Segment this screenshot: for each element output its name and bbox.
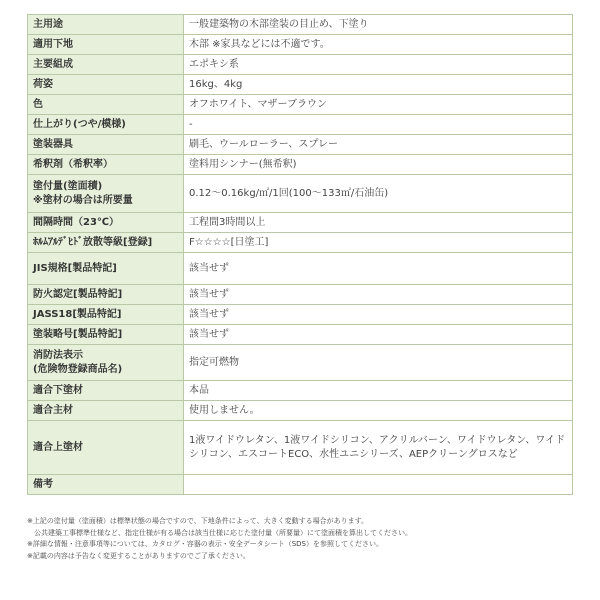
footnotes [27, 516, 587, 562]
spec-label: 防火認定[製品特記] [33, 288, 123, 300]
spec-value: 一般建築物の木部塗装の目止め、下塗り [189, 18, 369, 30]
spec-value: 16kg、4kg [189, 78, 243, 90]
table-row [28, 401, 573, 421]
spec-value-cell [184, 15, 573, 35]
spec-label-cell [28, 305, 184, 325]
spec-label-cell [28, 325, 184, 345]
spec-value-cell [184, 35, 573, 55]
spec-label: 消防法表示 [33, 349, 83, 361]
footnote-line: ※上記の塗付量（塗面積）は標準状態の場合ですので、下地条件によって、大きく変動する場合があります。 [27, 517, 369, 525]
spec-value-cell [184, 213, 573, 233]
table-row [28, 155, 573, 175]
spec-value: - [189, 118, 193, 130]
spec-label: 適用下地 [33, 38, 73, 50]
spec-value: 該当せず [189, 328, 229, 340]
spec-value-cell [184, 233, 573, 253]
spec-label-cell [28, 401, 184, 421]
spec-value: 工程間3時間以上 [189, 216, 266, 228]
spec-label-cell [28, 175, 184, 213]
table-row [28, 175, 573, 213]
spec-value-cell [184, 345, 573, 381]
spec-label: 主用途 [33, 18, 63, 30]
table-row [28, 75, 573, 95]
table-row [28, 115, 573, 135]
spec-label-cell [28, 421, 184, 475]
footnote-line: ※記載の内容は予告なく変更することがありますのでご了承ください。 [27, 551, 250, 560]
table-row [28, 253, 573, 285]
spec-label: 適合下塗材 [33, 384, 83, 396]
spec-value-cell [184, 325, 573, 345]
spec-label: 適合主材 [33, 404, 73, 416]
spec-value-cell [184, 253, 573, 285]
spec-value-cell [184, 175, 573, 213]
spec-label-cell [28, 15, 184, 35]
spec-value: 0.12～0.16kg/㎡/1回(100～133㎡/石油缶) [189, 187, 389, 199]
spec-label-cell [28, 233, 184, 253]
spec-label-cell [28, 155, 184, 175]
spec-label-cell [28, 75, 184, 95]
spec-value-cell [184, 381, 573, 401]
spec-value-cell [184, 305, 573, 325]
spec-value: 該当せず [189, 308, 229, 320]
spec-value-cell [184, 55, 573, 75]
spec-label: (危険物登録商品名) [33, 363, 123, 375]
spec-value: 指定可燃物 [189, 356, 239, 368]
spec-value-cell [184, 401, 573, 421]
spec-label-cell [28, 213, 184, 233]
spec-label: JIS規格[製品特記] [33, 262, 117, 274]
table-row [28, 345, 573, 381]
spec-label-cell [28, 115, 184, 135]
spec-value: 塗料用シンナー(無希釈) [189, 158, 297, 170]
table-row [28, 233, 573, 253]
spec-table-container [27, 14, 573, 495]
spec-label-cell [28, 55, 184, 75]
spec-label-cell [28, 135, 184, 155]
table-row [28, 55, 573, 75]
spec-label-cell [28, 35, 184, 55]
table-row [28, 381, 573, 401]
spec-value-cell [184, 285, 573, 305]
spec-label: 塗装器具 [33, 138, 73, 150]
table-row [28, 35, 573, 55]
spec-value: 木部 ※家具などには不適です。 [189, 38, 330, 50]
spec-value: F☆☆☆☆[日塗工] [189, 236, 269, 248]
spec-label-cell [28, 253, 184, 285]
spec-label: 色 [33, 98, 43, 110]
table-row [28, 213, 573, 233]
table-row [28, 285, 573, 305]
spec-value-cell [184, 421, 573, 475]
spec-label: 塗付量(塗面積) [33, 180, 103, 192]
spec-value: 該当せず [189, 262, 229, 274]
footnote-line: 公共建築工事標準仕様など、指定仕様が有る場合は該当仕様に応じた塗付量（所要量）にて塗面積を算出してください。 [27, 528, 412, 537]
spec-label: 主要組成 [33, 58, 73, 70]
spec-value-cell [184, 95, 573, 115]
footnote-line: ※詳細な情報・注意事項等については、カタログ・容器の表示・安全データシート（SDS）を参照してください。 [27, 540, 384, 548]
spec-value: 1液ワイドウレタン、1液ワイドシリコン、アクリルバーン、ワイドウレタン、ワイドシリコン、エスコートECO、水性ユニシリーズ、AEPクリーングロスなど [189, 434, 566, 460]
spec-value-cell [184, 155, 573, 175]
table-row [28, 15, 573, 35]
spec-label: 間隔時間（23℃） [33, 216, 120, 228]
spec-label-cell [28, 345, 184, 381]
spec-label: 仕上がり(つや/模様) [33, 118, 126, 130]
spec-label-cell [28, 381, 184, 401]
spec-value-cell [184, 475, 573, 495]
spec-label-cell [28, 95, 184, 115]
spec-value: オフホワイト、マザーブラウン [189, 98, 327, 110]
spec-label: JASS18[製品特記] [33, 308, 122, 320]
product-spec-table [27, 14, 573, 495]
spec-value-cell [184, 75, 573, 95]
table-row [28, 95, 573, 115]
spec-value-cell [184, 115, 573, 135]
spec-value: 使用しません。 [189, 404, 260, 416]
spec-label: 塗装略号[製品特記] [33, 328, 123, 340]
table-row [28, 421, 573, 475]
table-row [28, 475, 573, 495]
spec-label: ﾎﾙﾑｱﾙﾃﾞﾋﾄﾞ放散等級[登録] [33, 236, 153, 248]
spec-label: ※塗材の場合は所要量 [33, 194, 133, 206]
table-row [28, 135, 573, 155]
spec-value: 該当せず [189, 288, 229, 300]
spec-value: エポキシ系 [189, 58, 239, 70]
spec-value-cell [184, 135, 573, 155]
table-row [28, 325, 573, 345]
spec-label: 希釈剤（希釈率） [33, 158, 113, 170]
spec-label-cell [28, 475, 184, 495]
spec-label-cell [28, 285, 184, 305]
table-row [28, 305, 573, 325]
spec-label: 適合上塗材 [33, 441, 83, 453]
spec-value: 本品 [189, 384, 209, 396]
spec-value: 刷毛、ウールローラー、スプレー [189, 138, 338, 150]
spec-label: 荷姿 [33, 78, 53, 90]
spec-label: 備考 [33, 478, 53, 490]
